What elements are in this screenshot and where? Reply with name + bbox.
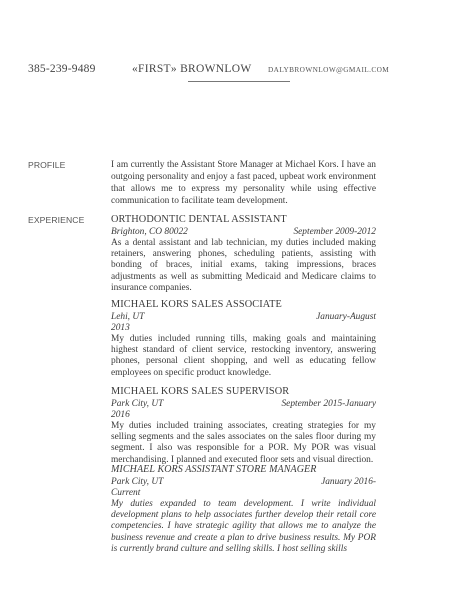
job-title: ORTHODONTIC DENTAL ASSISTANT: [111, 214, 287, 225]
job-dates: September 2015-January: [281, 398, 376, 409]
job-dates-continued: 2013: [111, 322, 130, 333]
job-location: Lehi, UT: [111, 311, 145, 322]
job-title: MICHAEL KORS SALES SUPERVISOR: [111, 386, 290, 397]
job-title: MICHAEL KORS SALES ASSOCIATE: [111, 299, 282, 310]
job-dates-continued: Current: [111, 487, 141, 498]
job-meta: [111, 477, 376, 488]
job-description: My duties included training associates, creating strategies for my selling segments and the sales associates on the sales floor during my segment. I also was responsible for a POR. My POR was visual merchandising. I planned and executed floor sets and visual direction.: [111, 420, 376, 465]
header-name: «FIRST» BROWNLOW: [132, 63, 252, 75]
profile-label: PROFILE: [28, 160, 66, 170]
job-dates: September 2009-2012: [293, 226, 376, 237]
header-divider: [188, 81, 290, 82]
job-title: MICHAEL KORS ASSISTANT STORE MANAGER: [111, 464, 317, 475]
job-dates: January-August: [316, 311, 376, 322]
job-description: My duties included running tills, making goals and maintaining highest standard of client service, restocking inventory, answering phones, personal client shopping, and well as educating fellow employees on specific product knowledge.: [111, 333, 376, 378]
job-meta: [111, 312, 376, 323]
job-location: Park City, UT: [111, 476, 164, 487]
job-dates: January 2016-: [321, 476, 376, 487]
profile-text: I am currently the Assistant Store Manager at Michael Kors. I have an outgoing personality and enjoy a fast paced, upbeat work environment that allows me to express my personality while using effective communication to facilitate team development.: [111, 160, 376, 207]
job-dates-continued: 2016: [111, 409, 130, 420]
experience-label: EXPERIENCE: [28, 215, 85, 225]
job-meta: [111, 399, 376, 410]
job-entry-orthodontic: [111, 214, 376, 295]
job-location: Park City, UT: [111, 398, 164, 409]
job-entry-assistant-manager: [111, 464, 376, 556]
header-phone: 385-239-9489: [28, 63, 96, 75]
job-location: Brighton, CO 80022: [111, 226, 188, 237]
header-email: DALYBROWNLOW@GMAIL.COM: [268, 65, 390, 74]
job-meta: [111, 227, 376, 238]
job-entry-sales-associate: [111, 299, 376, 379]
job-description: My duties expanded to team development. I write individual development plans to help associates further develop their retail core competencies. I have strategic agility that allows me to analyze the business revenue and create a plan to drive business results. My POR is currently brand culture and selling skills. I host selling skills: [111, 498, 376, 555]
job-description: As a dental assistant and lab technician, my duties included making retainers, answering phones, scheduling patients, assisting with bonding of braces, initial exams, taking impressions, braces adjustments as well as submitting Medicaid and Medicare claims to insurance companies.: [111, 237, 376, 294]
job-entry-sales-supervisor: [111, 386, 376, 466]
